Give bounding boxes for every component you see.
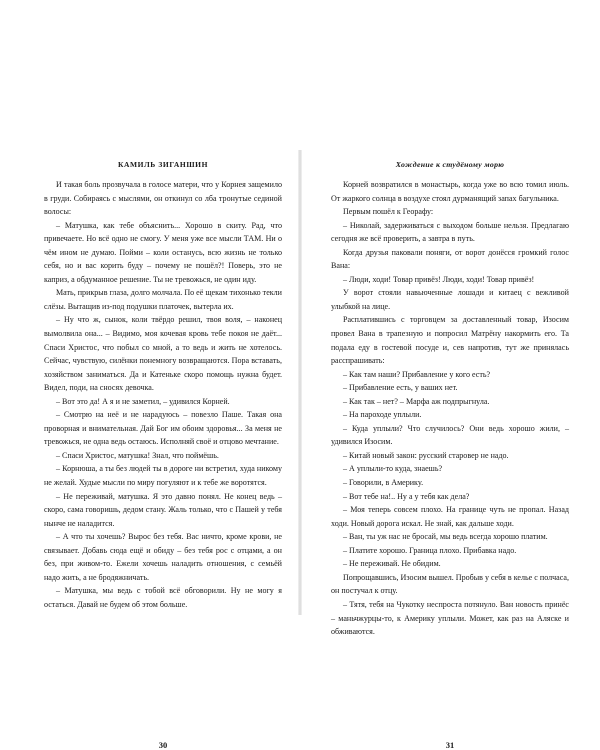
book-gutter [298,150,302,615]
left-page-text [44,178,282,612]
left-page [44,158,282,750]
paragraph: – Корнюша, а ты без людей ты в дороге ни встретил, худа никому не желай. Худые мысли по миру погуляют и к тебе же воротятся. [44,464,282,488]
paragraph: – Вот тебе на!.. Ну а у тебя как дела? [343,491,470,501]
paragraph: Расплатившись с торговцем за доставленный товар, Изосим провел Вана в трапезную и попросил Матрёну накормить его. Та подала еду в гостевой посуде и, сев напротив, тут же принялась расспрашивать: [331,315,569,366]
paragraph: – Не переживай. Не обидим. [343,559,441,569]
paragraph: Корней возвратился в монастырь, когда уже во всю томил июль. От жаркого солнца в воздухе стоял дурманящий запах багульника. [331,180,569,203]
paragraph: Попрощавшись, Изосим вышел. Пробыв у себя в келье с полчаса, он постучал к отцу. [331,572,569,596]
paragraph: – Ну что ж, сынок, коли твёрдо решил, твоя воля, – наконец вымолвила она... – Видимо, моя кочевая кровь тебе покоя не даёт... Спаси Христос, что побыл со мной, а то ведь и жить не хотелось. Сейчас, чувствую, силёнки понемногу возвращаются. Пора вставать, хозяйством заниматься. Да и Катеньке скоро помощь нужна будет. Видел, поди, на сносях девочка. [44,315,282,393]
paragraph: – Платите хорошо. Граница плохо. Прибавка надо. [343,545,517,555]
left-running-head: КАМИЛЬ ЗИГАНШИН [117,160,209,169]
paragraph: – А уплыли-то куда, знаешь? [343,464,443,474]
paragraph: – Вот это да! А я и не заметил, – удивился Корней. [56,396,230,406]
paragraph: – Матушка, мы ведь с тобой всё обговорили. Ну не могу я остаться. Давай не будем об этом больше. [44,586,282,609]
paragraph: – Ван, ты уж нас не бросай, мы ведь всегда хорошо платим. [343,532,548,542]
paragraph: – Тятя, тебя на Чукотку неспроста потянуло. Ван новость принёс – маньчжурцы-то, к Америку уплыли. Может, как раз на Аляске и обживаются. [331,599,569,637]
paragraph: У ворот стояли навьюченные лошади и китаец с вежливой улыбкой на лице. [331,288,569,311]
paragraph: – Не переживай, матушка. Я это давно понял. Не конец ведь – скоро, сама говоришь, дедом стану. Жаль только, что с Пашей у тебя нынче не наладится. [44,491,282,528]
paragraph: Мать, прикрыв глаза, долго молчала. По её щекам тихонько текли слёзы. Вытащив из-под подушки платочек, вытерла их. [44,288,282,311]
paragraph: – Прибавление есть, у ваших нет. [343,383,458,393]
paragraph: Первым пошёл к Георафу: [343,207,434,217]
paragraph: – На пароходе уплыли. [343,410,422,420]
left-page-number: 30 [158,740,168,750]
paragraph: – Как там наши? Прибавление у кого есть? [343,369,491,379]
paragraph: – Спаси Христос, матушка! Знал, что поймёшь. [56,450,219,460]
paragraph: – Куда уплыли? Что случилось? Они ведь хорошо жили, – удивился Изосим. [331,423,569,447]
right-page [331,158,569,750]
right-running-head: Хождение к студёному морю [395,160,505,169]
paragraph: – Николай, задерживаться с выходом больше нельзя. Предлагаю сегодня же всё проверить, а завтра в путь. [331,220,569,244]
paragraph: – Как так – нет? – Марфа аж подпрыгнула. [343,396,490,406]
paragraph: И такая боль прозвучала в голосе матери, что у Корнея защемило в груди. Собираясь с мыслями, он откинул со лба тронутые сединой волосы: [44,180,282,217]
paragraph: – Моя теперь совсем плохо. На границе чуть не пропал. Назад ходи. Новый дорога искал. Не знай, как дальше ходи. [331,505,569,528]
paragraph: – Говорили, в Америку. [343,478,424,488]
right-page-number: 31 [445,740,455,750]
paragraph: – А что ты хочешь? Вырос без тебя. Вас ничто, кроме крови, не связывает. Добавь сюда ещё и обиду – без тебя рос с отцами, а он без, при живом-то. Ежели хочешь наладить отношения, с семьёй надо жить, а не бродяжничать. [44,532,282,582]
paragraph: Когда друзья паковали поняги, от ворот донёсся громкий голос Вана: [331,247,569,271]
paragraph: – Китай новый закон: русский старовер не надо. [343,450,509,460]
right-page-text [331,178,569,639]
paragraph: – Люди, ходи! Товар привёз! Люди, ходи! Товар привёз! [343,274,535,284]
paragraph: – Смотрю на неё и не нарадуюсь – повезло Паше. Такая она проворная и внимательная. Дай Бог им обоим здоровья... За меня не тревожься, не одна ведь остаюсь. Исполняй своё и отцово мечтание. [44,410,282,447]
paragraph: – Матушка, как тебе объяснить... Хорошо в скиту. Рад, что привечаете. Но всё одно не смогу. У меня уже все мысли ТАМ. Ни о чём ином не думаю. Пойми – коли останусь, всю жизнь не только себя, но и вас корить буду – почему не пошёл?! Поверь, это не каприз, а обдуманное решение. Ты не тревожься, не один иду. [44,220,282,284]
